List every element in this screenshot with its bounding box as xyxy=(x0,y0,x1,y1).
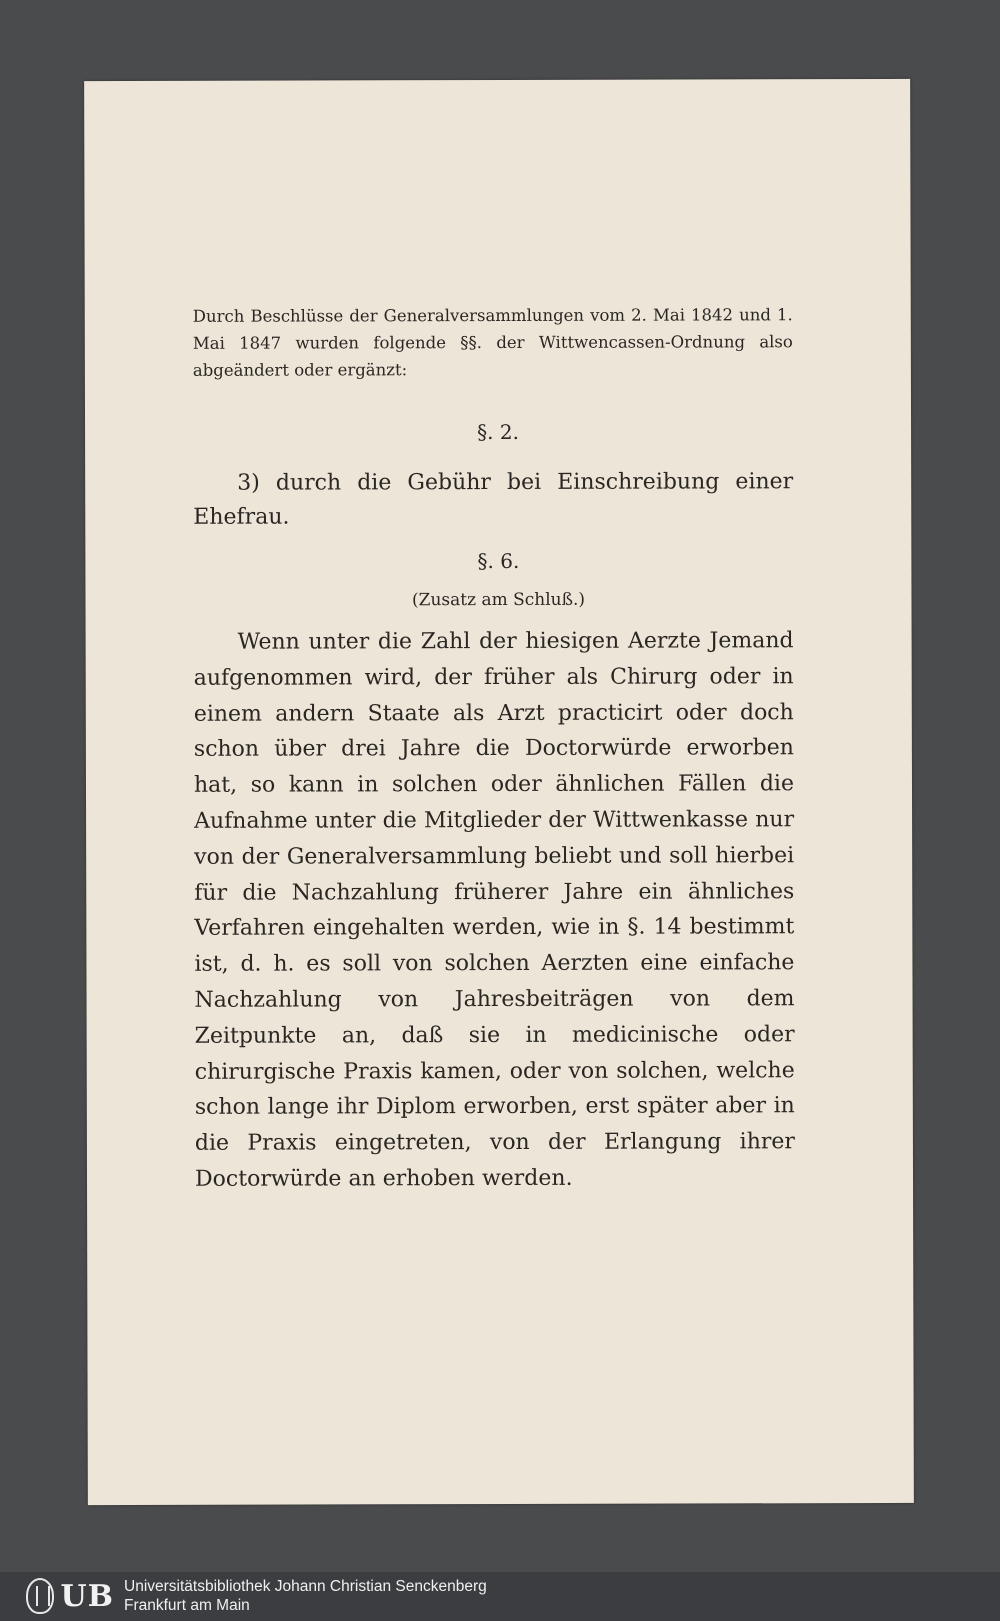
document-page xyxy=(84,79,914,1505)
section-2-text xyxy=(193,465,793,535)
section-2-text-content: 3) durch die Gebühr bei Einschreibung einer Ehefrau. xyxy=(193,469,794,530)
seal-icon xyxy=(26,1578,54,1614)
section-6-paragraph-content: Wenn unter die Zahl der hiesigen Aerzte Jemand aufgenommen wird, der früher als Chirurg oder in einem andern Staate als Arzt practicirt oder doch schon über drei Jahre die Doctorwürde erworben hat, so kann in solchen oder ähnlichen Fällen die Aufnahme unter die Mitglieder der Wittwenkasse nur von der Generalversammlung beliebt und soll hierbei für die Nachzahlung früherer Jahre ein ähnliches Verfahren eingehalten werden, wie in §. 14 bestimmt ist, d. h. es soll von solchen Aerzten eine einfache Nachzahlung von Jahresbeiträgen von dem Zeitpunkte an, daß sie in medicinische oder chirurgische Praxis kamen, oder von solchen, welche schon lange ihr Diplom erworben, erst später aber in die Praxis eingetreten, von der Erlangung ihrer Doctorwürde an erhoben werden. xyxy=(193,628,795,1192)
section-heading-6: §. 6. xyxy=(477,548,520,574)
section-6-paragraph xyxy=(194,623,795,1197)
ub-logo-text: UB xyxy=(60,1578,114,1614)
section-heading-2: §. 2. xyxy=(477,419,519,445)
library-name-line1: Universitätsbibliothek Johann Christian Senckenberg xyxy=(124,1578,487,1595)
library-name xyxy=(124,1577,487,1615)
library-footer-bar xyxy=(0,1572,1000,1621)
lead-paragraph: Durch Beschlüsse der Generalversammlungen vom 2. Mai 1842 und 1. Mai 1847 wurden folgende §§. der Wittwencassen-Ordnung also abgeändert oder ergänzt: xyxy=(192,305,793,380)
ub-logo xyxy=(26,1575,114,1617)
section-6-subheading: (Zusatz am Schluß.) xyxy=(411,589,586,611)
library-name-line2: Frankfurt am Main xyxy=(124,1597,250,1614)
